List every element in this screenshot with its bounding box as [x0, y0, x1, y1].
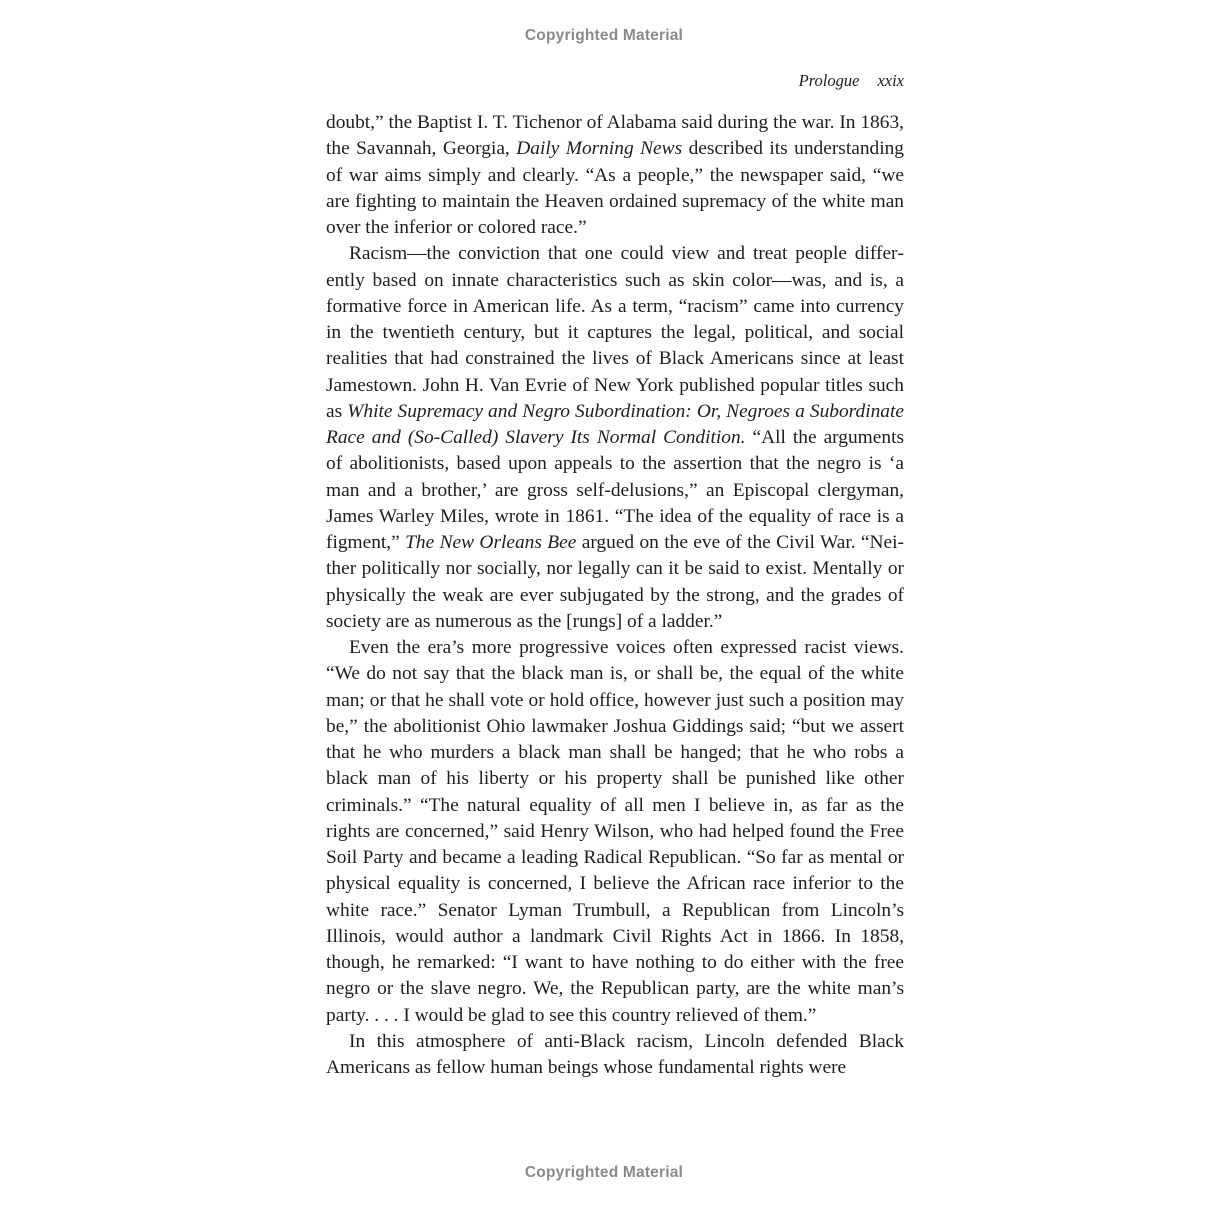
paragraph — [326, 635, 904, 1029]
paragraph — [326, 1029, 904, 1082]
running-head — [799, 71, 904, 91]
text-span: described its understanding of war aims simply and clearly. “As a people,” the newspaper said, “we are fighting to maintain the Heaven ordained supremacy of the white man over the inferior or colored race.” — [326, 138, 904, 238]
text-span: “All the arguments of abolitionists, based upon appeals to the assertion that the negro is ‘a man and a brother,’ are gross self-delusions,” an Episcopal clergyman, James Warley Miles, wrote in 1861. “The idea of the equality of race is a figment,” — [326, 427, 905, 553]
paragraph — [326, 241, 904, 635]
page-number: xxix — [877, 71, 904, 90]
text-span: Even the era’s more progressive voices often expressed racist views. “We do not say that the black man is, or shall be, the equal of the white man; or that he shall vote or hold office, however just such a position may be,” the abolitionist Ohio lawmaker Joshua Giddings said; “but we assert that he who murders a black man shall be hanged; that he who robs a black man of his liberty or his property shall be punished like other criminals.” “The natural equality of all men I believe in, as far as the rights are concerned,” said Henry Wilson, who had helped found the Free Soil Party and became a leading Radical Republican. “So far as mental or physical equality is concerned, I believe the African race inferior to the white race.” Senator Lyman Trumbull, a Republican from Lincoln’s Illinois, would author a landmark Civil Rights Act in 1866. In 1858, though, he remarked: “I want to have nothing to do either with the free negro or the slave negro. We, the Republican party, are the white man’s party. . . . I would be glad to see this country relieved of them.” — [326, 637, 904, 1026]
text-span: In this atmosphere of anti-Black racism, Lincoln defended Black Americans as fellow human beings whose fundamental rights were — [326, 1030, 904, 1078]
newspaper-title: Daily Morning News — [516, 138, 683, 160]
text-span: doubt,” the Baptist I. T. Tichenor of Alabama said during the war. In 1863, the Savannah, Georgia, — [326, 112, 904, 160]
paragraph — [326, 110, 904, 241]
book-title: White Supremacy and Negro Subordination: Or, Negroes a Subordinate Race and (So-Called) Slavery Its Normal Condition. — [326, 400, 904, 448]
watermark-top: Copyrighted Material — [524, 27, 684, 44]
watermark-bottom: Copyrighted Material — [524, 1164, 684, 1181]
body-text — [326, 110, 904, 1081]
text-span: argued on the eve of the Civil War. “Neither politically nor socially, nor legally can it be said to exist. Mentally or physically the weak are ever subjugated by the strong, and the grades of society are as numerous as the [rungs] of a ladder.” — [326, 532, 904, 632]
text-span: Racism—the conviction that one could view and treat people differently based on innate characteristics such as skin color—was, and is, a formative force in American life. As a term, “racism” came into currency in the twentieth century, but it captures the legal, political, and social realities that had constrained the lives of Black Americans since at least Jamestown. John H. Van Evrie of New York published popular titles such as — [326, 243, 904, 422]
running-head-section: Prologue — [798, 71, 860, 90]
newspaper-title: The New Orleans Bee — [405, 532, 577, 553]
